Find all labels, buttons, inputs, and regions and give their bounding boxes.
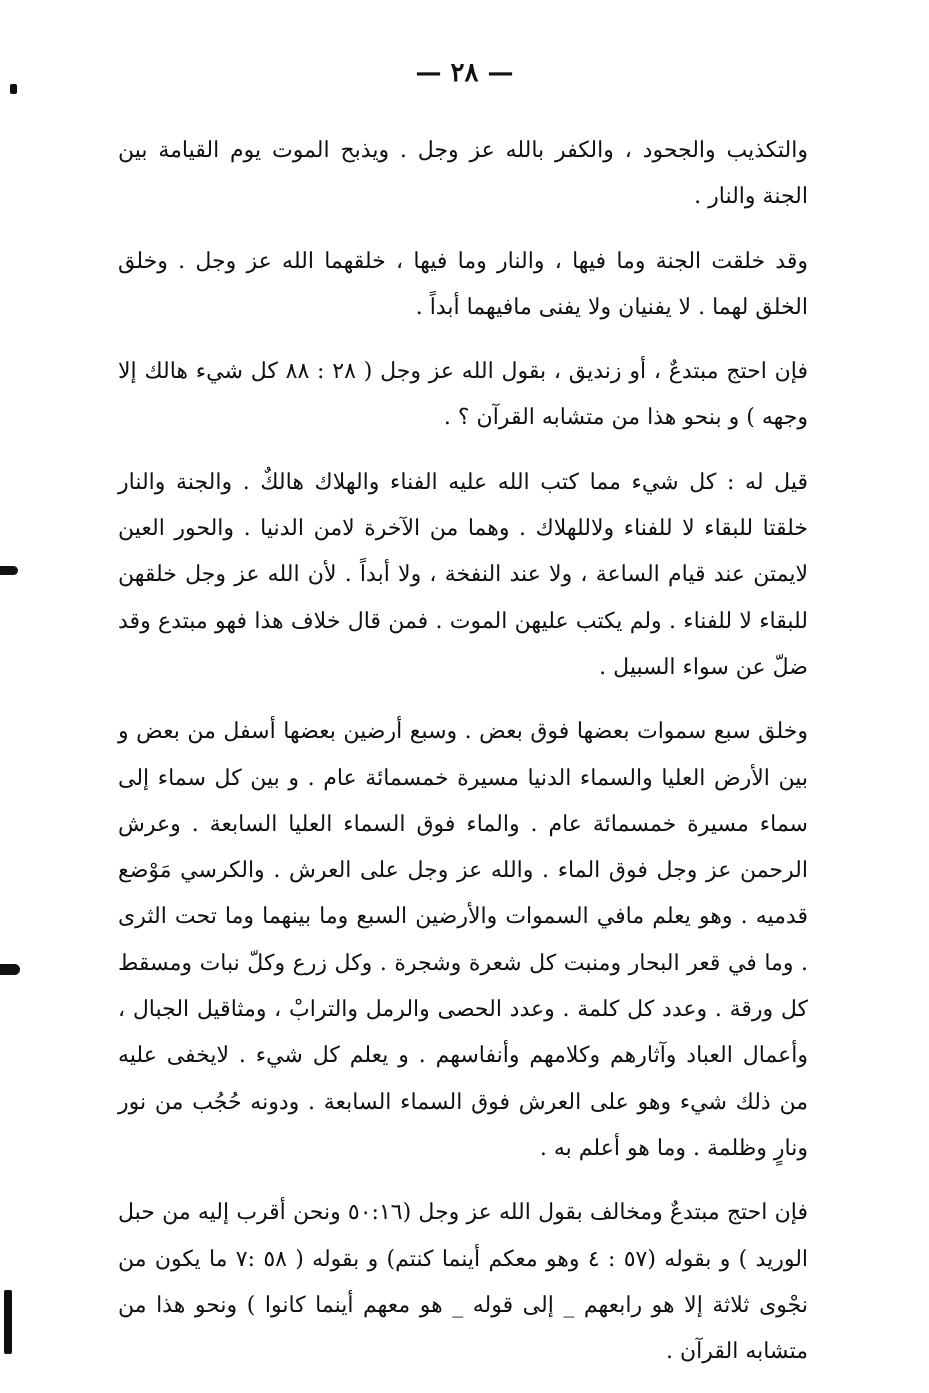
paragraph-1: والتكذيب والجحود ، والكفر بالله عز وجل . ويذبح الموت يوم القيامة بين الجنة والنار .	[118, 138, 808, 210]
scan-edge-mark	[4, 1290, 12, 1354]
paragraph-4: قيل له : كل شيء مما كتب الله عليه الفناء والهلاك هالكٌ . والجنة والنار خلقتا للبقاء لا للفناء ولاللهلاك . وهما من الآخرة لامن الدنيا . والحور العين لايمتن عند قيام الساعة ، ولا عند النفخة ، ولا أبداً . لأن الله عز وجل خلقهن للبقاء لا للفناء . ولم يكتب عليهن الموت . فمن قال خلاف هذا فهو مبتدع وقد ضلّ عن سواء السبيل .	[118, 469, 808, 680]
paragraph-3: فإن احتج مبتدعٌ ، أو زنديق ، بقول الله عز وجل ( ٢٨ : ٨٨ كل شيء هالك إلا وجهه ) و بنحو هذا من متشابه القرآن ؟ .	[118, 359, 808, 431]
paragraph-2: وقد خلقت الجنة وما فيها ، والنار وما فيها ، خلقهما الله عز وجل . وخلق الخلق لهما . لا يفنيان ولا يفنى مافيهما أبداً .	[118, 248, 808, 320]
body-text	[118, 128, 808, 1393]
scan-edge-mark	[0, 964, 20, 975]
scan-edge-mark	[10, 84, 17, 94]
scan-edge-mark	[0, 566, 18, 575]
paragraph-6: فإن احتج مبتدعٌ ومخالف بقول الله عز وجل (٥٠:١٦ ونحن أقرب إليه من حبل الوريد ) و بقوله (٥٧ : ٤ وهو معكم أينما كنتم) و بقوله ( ٥٨ :٧ ما يكون من نجْوى ثلاثة إلا هو رابعهم _ إلى قوله _ هو معهم أينما كانوا ) ونحو هذا من متشابه القرآن .	[118, 1200, 809, 1365]
paragraph-5: وخلق سبع سموات بعضها فوق بعض . وسبع أرضين بعضها أسفل من بعض و بين الأرض العليا والسماء الدنيا مسيرة خمسمائة عام . و بين كل سماء إلى سماء مسيرة خمسمائة عام . والماء فوق السماء العليا السابعة . وعرش الرحمن عز وجل فوق الماء . والله عز وجل على العرش . والكرسي مَوْضع قدميه . وهو يعلم مافي السموات والأرضين السبع وما بينهما وما تحت الثرى . وما في قعر البحار ومنبت كل شعرة وشجرة . وكل زرع وكلّ نبات ومسقط كل ورقة . وعدد كل كلمة . وعدد الحصى والرمل والترابْ ، ومثاقيل الجبال ، وأعمال العباد وآثارهم وكلامهم وأنفاسهم . و يعلم كل شيء . لايخفى عليه من ذلك شيء وهو على العرش فوق السماء السابعة . ودونه حُجُب من نور ونارٍ وظلمة . وما هو أعلم به .	[118, 719, 808, 1161]
page-number: — ٢٨ —	[415, 58, 514, 88]
